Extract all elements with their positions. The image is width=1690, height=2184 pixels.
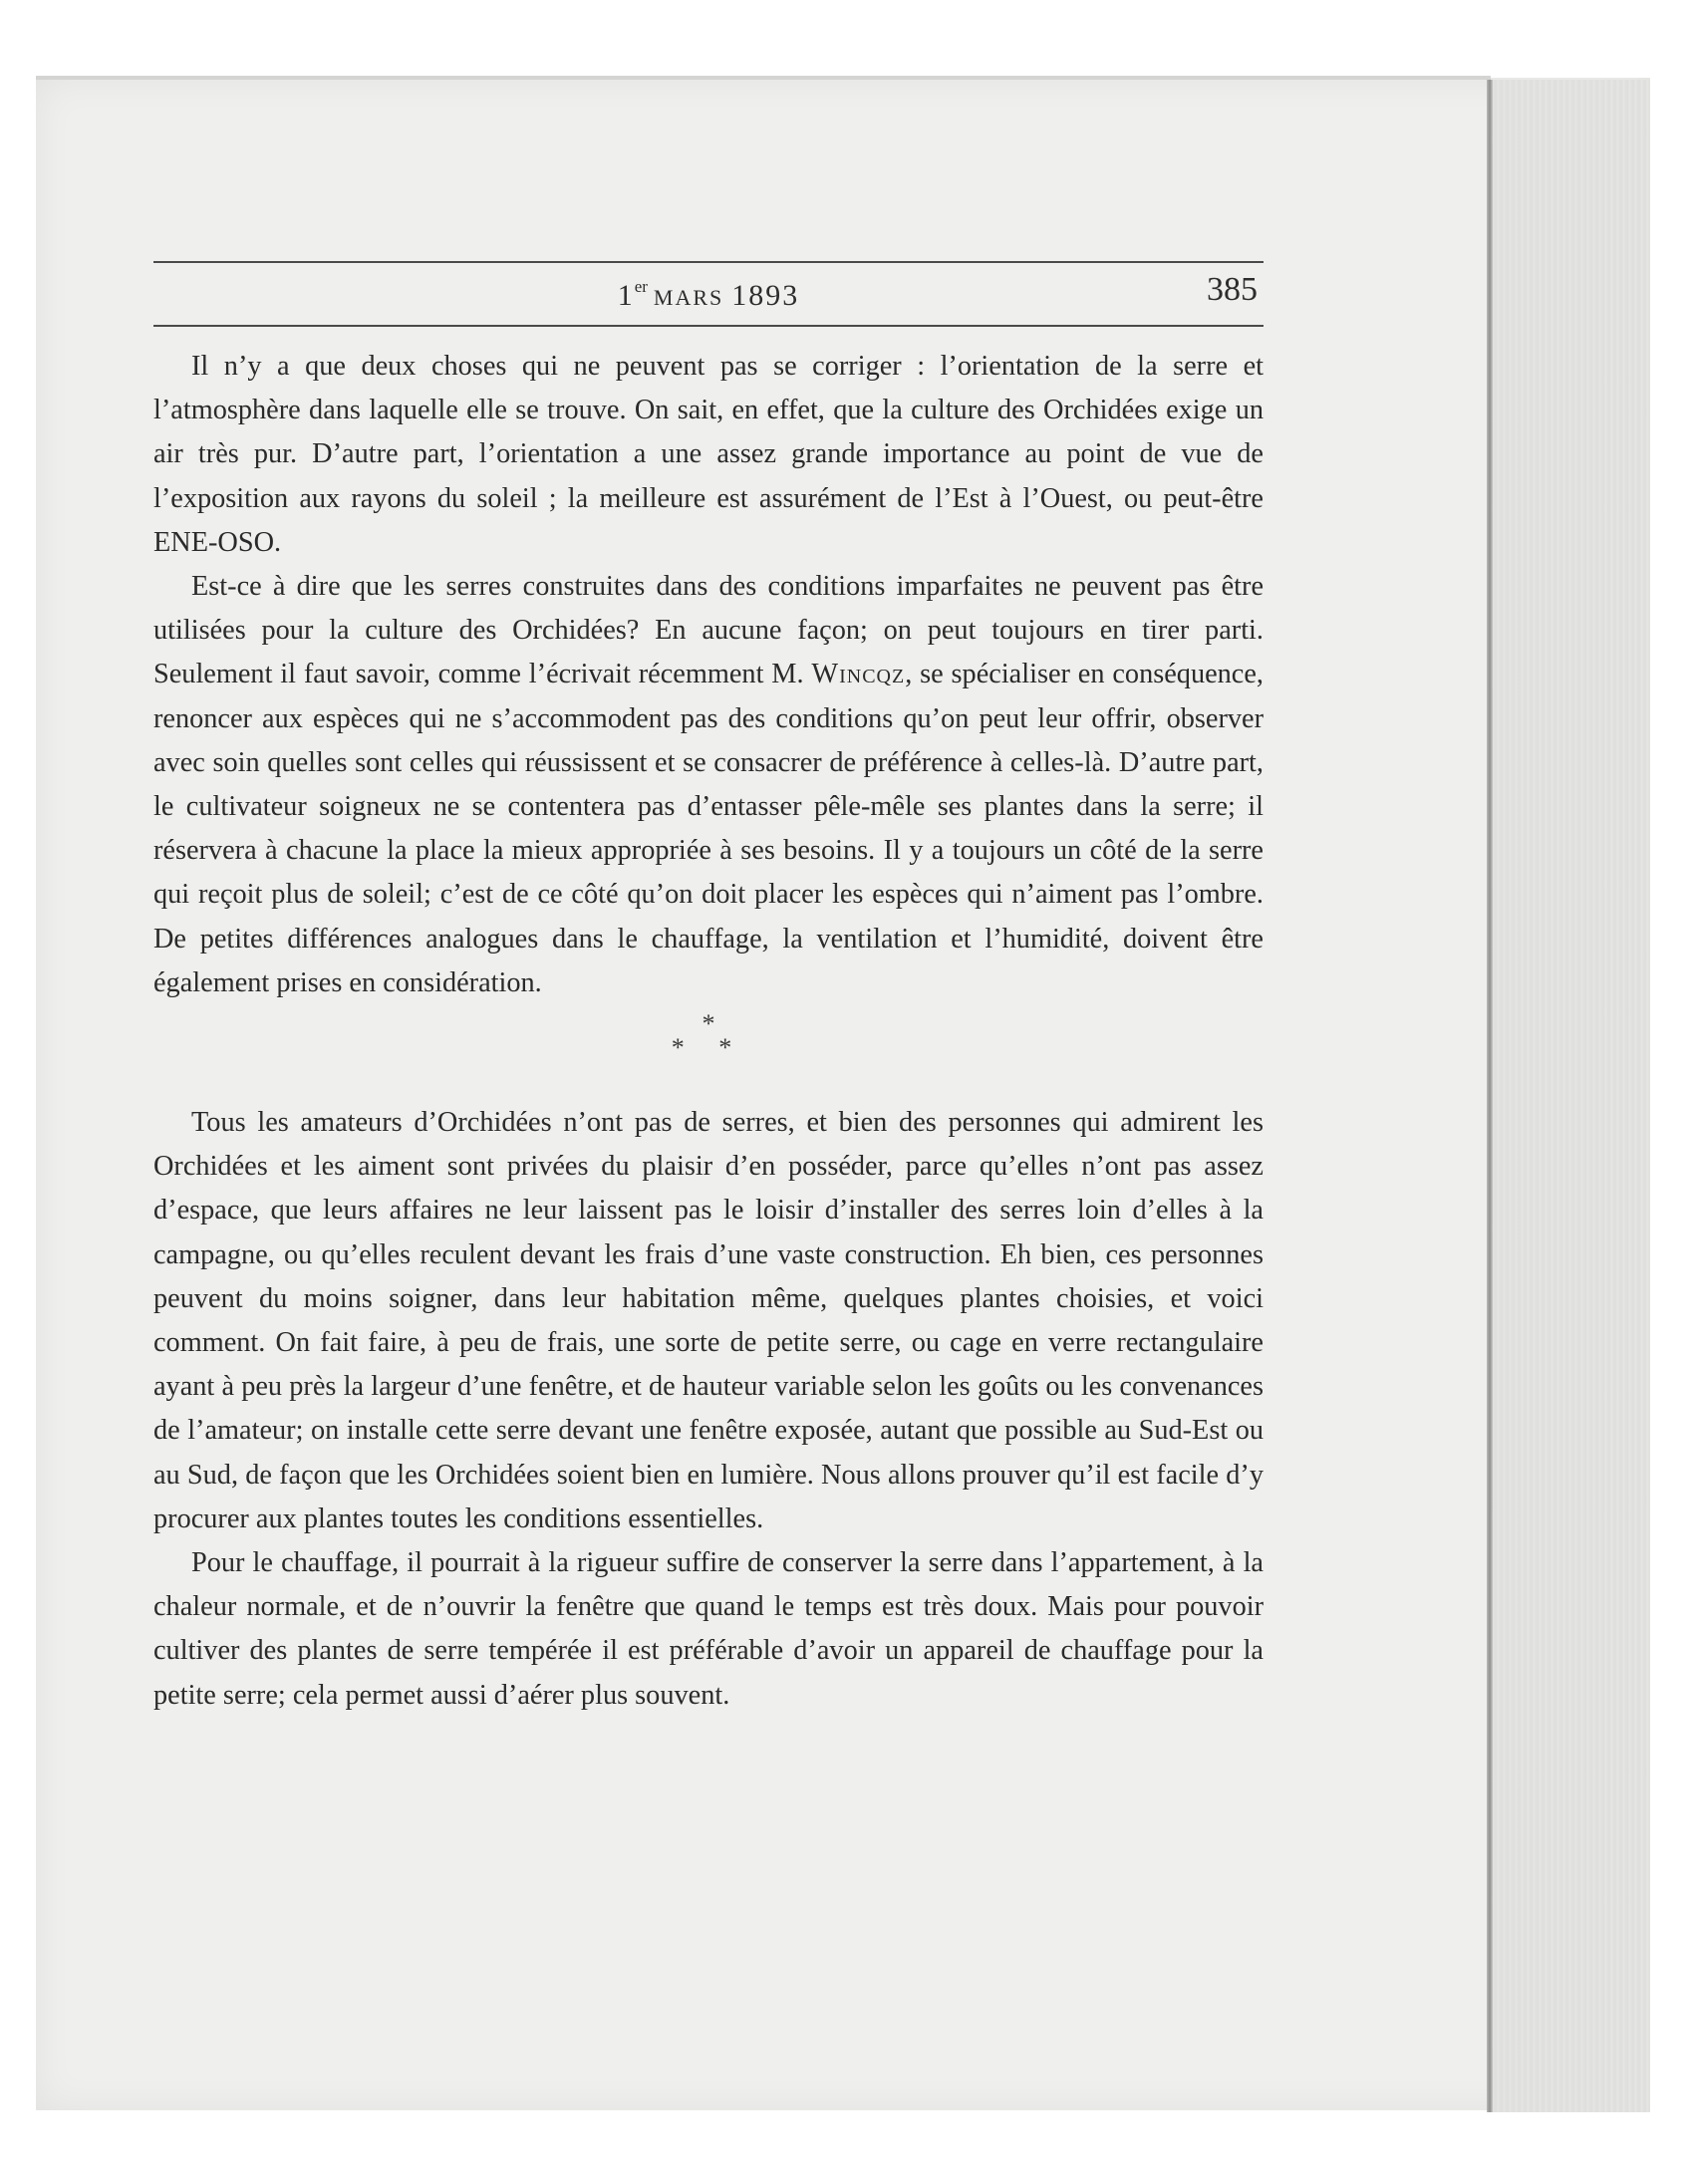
section-asterism xyxy=(153,1005,1264,1101)
header-year: 1893 xyxy=(731,279,800,312)
book-page xyxy=(153,261,1264,1718)
header-day-suffix: er xyxy=(634,277,648,296)
paragraph-4: Pour le chauffage, il pourrait à la rigueur suffire de conserver la serre dans l’appartement, à la chaleur normale, et de n’ouvrir la fenêtre que quand le temps est très doux. Mais pour pouvoir cultiver des plantes de serre tempérée il est préférable d’avoir un appareil de chauffage pour la petite serre; cela permet aussi d’aérer plus souvent. xyxy=(153,1547,1264,1711)
header-day: 1 xyxy=(617,279,635,312)
running-header xyxy=(153,263,1264,325)
author-name: Wincqz xyxy=(811,659,906,690)
header-month: MARS xyxy=(653,285,724,310)
page-number: 385 xyxy=(1207,271,1258,308)
asterism-bottom: * * xyxy=(671,1033,746,1063)
paragraph-2-start: Est-ce à dire que les serres construites dans des conditions imparfaites ne peuvent pas être utilisées pour la culture des Orchidées? En aucune façon; on peut toujours en tirer parti. Seulement il faut savoir, comme l’écrivait récemment M. xyxy=(153,571,1264,690)
header-date xyxy=(153,277,1264,313)
paragraph-1: Il n’y a que deux choses qui ne peuvent pas se corriger : l’orientation de la serre et l’atmosphère dans laquelle elle se trouve. On sait, en effet, que la culture des Orchidées exige un air très pur. D’autre part, l’orientation a une assez grande importance au point de vue de l’exposition aux rayons du soleil ; la meilleure est assurément de l’Est à l’Ouest, ou peut-être ENE-OSO. xyxy=(153,351,1264,558)
sheet-top-edge xyxy=(36,76,1491,80)
paragraph-2-end: , se spécialiser en conséquence, renoncer aux espèces qui ne s’accommodent pas des conditions qu’on peut leur offrir, observer avec soin quelles sont celles qui réussissent et se consacrer de préférence à celles-là. D’autre part, le cultivateur soigneux ne se contentera pas d’entasser pêle-mêle ses plantes dans la serre; il réservera à chacune la place la mieux appropriée à ses besoins. Il y a toujours un côté de la serre qui reçoit plus de soleil; c’est de ce côté qu’on doit placer les espèces qui n’aiment pas l’ombre. De petites différences analogues dans le chauffage, la ventilation et l’humidité, doivent être également prises en considération. xyxy=(153,659,1264,998)
header-bottom-rule xyxy=(153,325,1264,327)
asterism-top: * xyxy=(702,1009,715,1039)
paragraph-2 xyxy=(153,565,1264,1005)
paragraph-3: Tous les amateurs d’Orchidées n’ont pas de serres, et bien des personnes qui admirent les Orchidées et les aiment sont privées du plaisir d’en posséder, parce qu’elles n’ont pas assez d’espace, que leurs affaires ne leur laissent pas le loisir d’installer des serres loin d’elles à la campagne, ou qu’elles reculent devant les frais d’une vaste construction. Eh bien, ces personnes peuvent du moins soigner, dans leur habitation même, quelques plantes choisies, et voici comment. On fait faire, à peu de frais, une sorte de petite serre, ou cage en verre rectangulaire ayant à peu près la largeur d’une fenêtre, et de hauteur variable selon les goûts ou les convenances de l’amateur; on installe cette serre devant une fenêtre exposée, autant que possible au Sud-Est ou au Sud, de façon que les Orchidées soient bien en lumière. Nous allons prouver qu’il est facile d’y procurer aux plantes toutes les conditions essentielles. xyxy=(153,1107,1264,1534)
underlying-page-edge xyxy=(1493,80,1650,2112)
body-text xyxy=(153,345,1264,1718)
